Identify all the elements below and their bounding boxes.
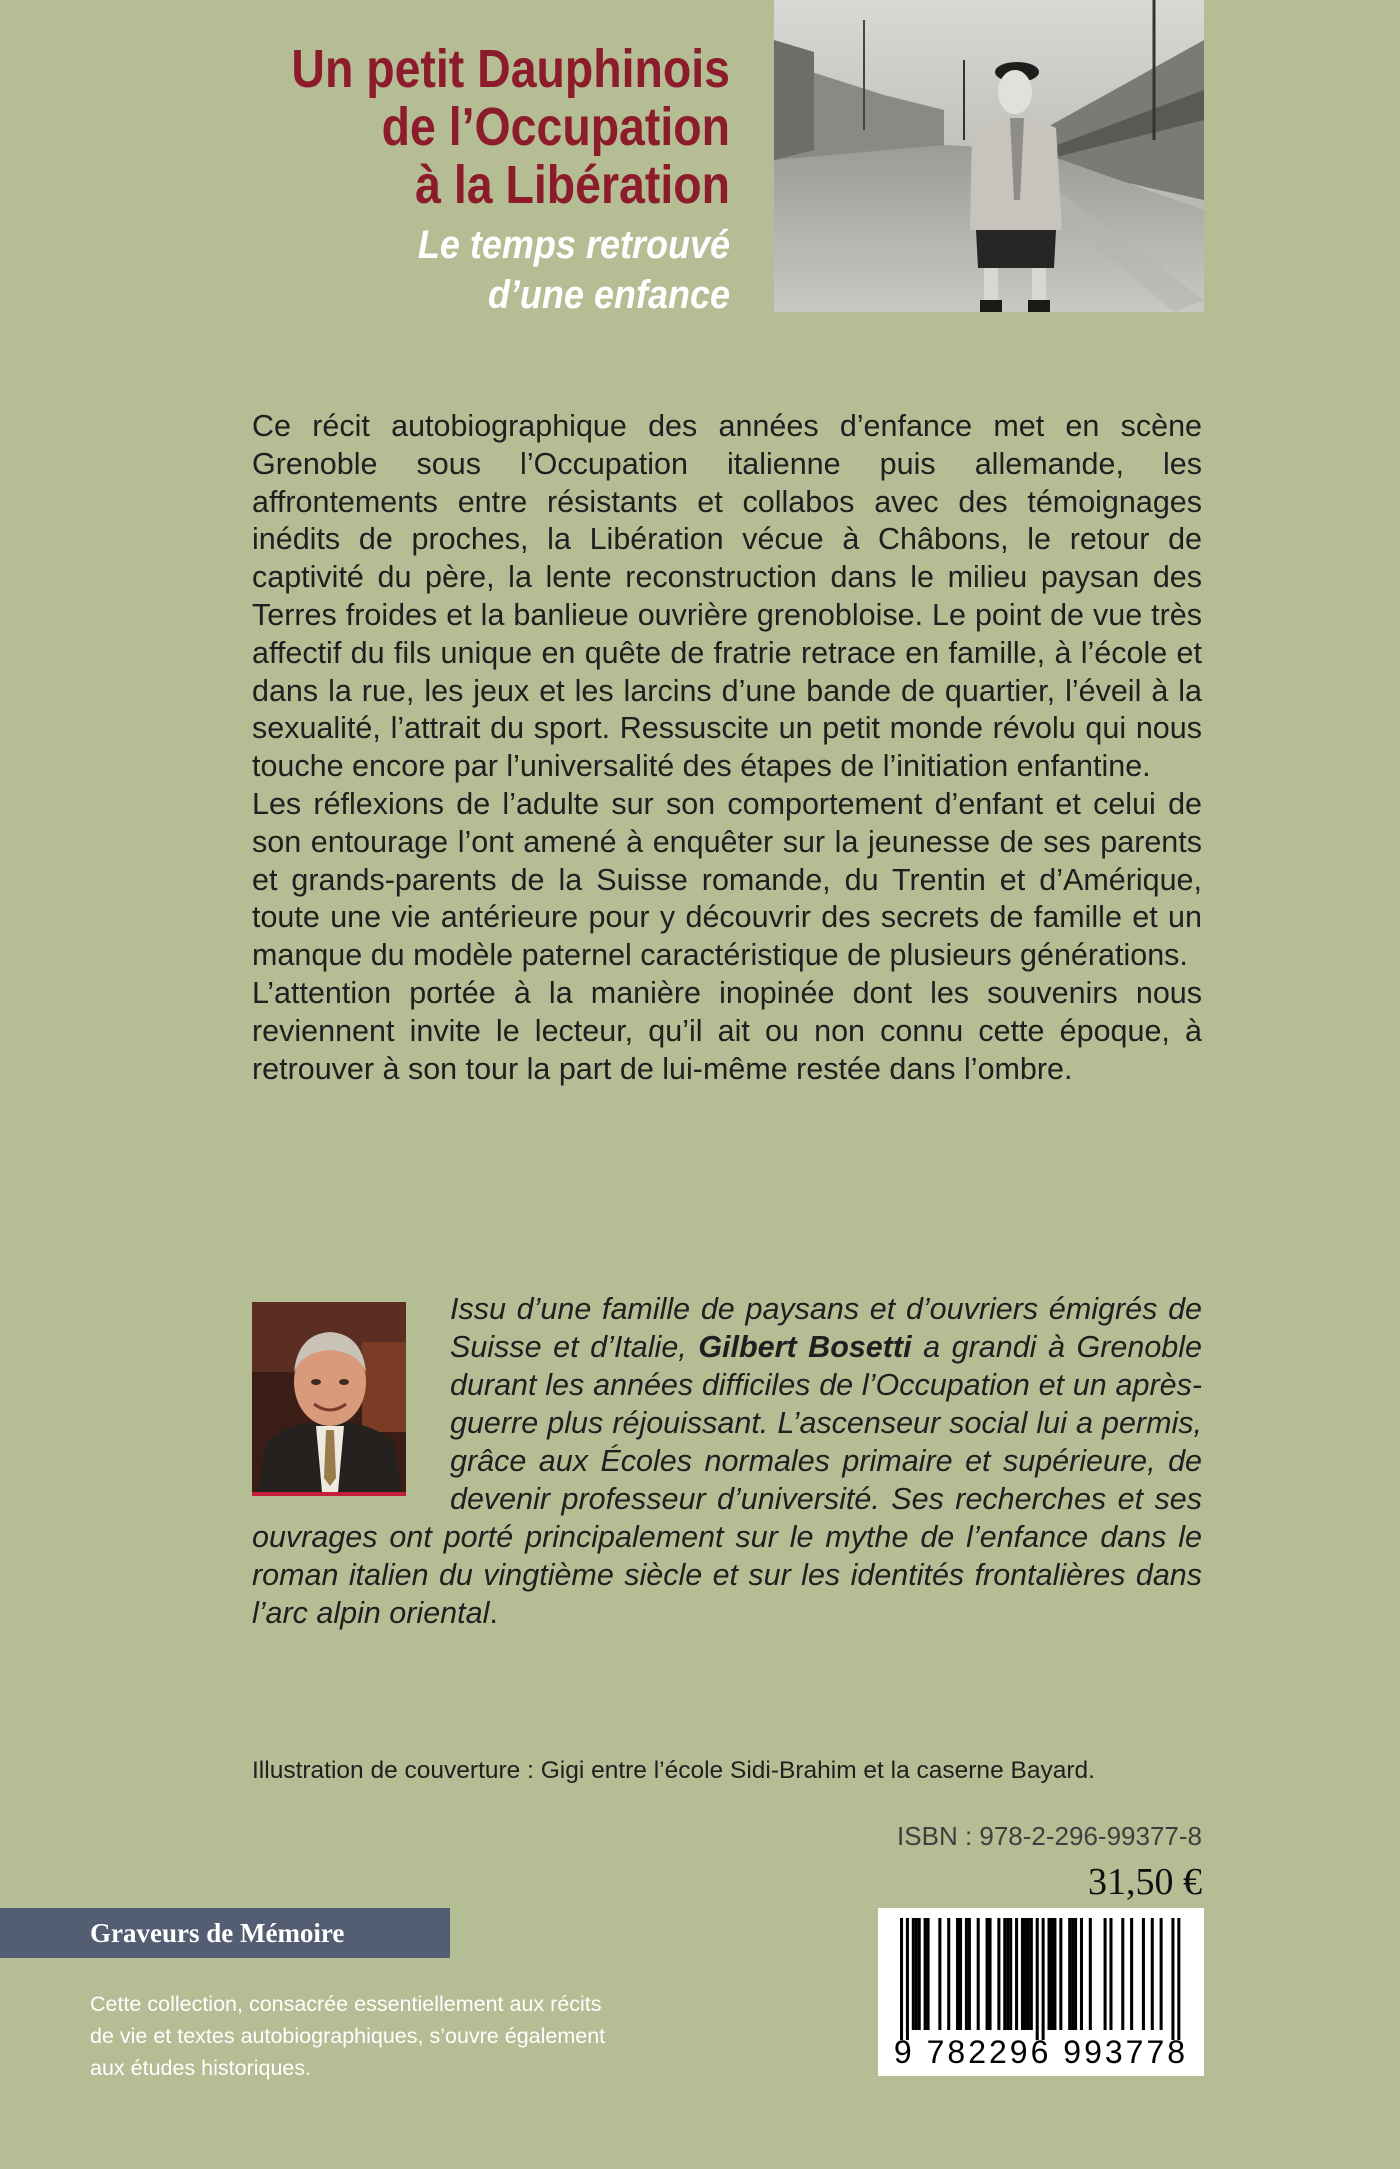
- summary-paragraph-2: Les réflexions de l’adulte sur son comportement d’enfant et celui de son entourage l’ont amené à enquêter sur la jeunesse de ses parents et grands-parents de la Suisse romande, du Trentin et d’Amérique, toute une vie antérieure pour y découvrir des secrets de famille et un manque du modèle paternel caractéristique de plusieurs générations.: [252, 786, 1202, 973]
- collection-description-line-3: aux études historiques.: [90, 2056, 312, 2080]
- collection-description-line-2: de vie et textes autobiographiques, s’ouvre également: [90, 2024, 606, 2048]
- barcode-bar: [1015, 1918, 1018, 2030]
- author-bio: [252, 1290, 1202, 1632]
- barcode-bar: [947, 1918, 950, 2030]
- author-name: Gilbert Bosetti: [698, 1330, 912, 1364]
- barcode-bar: [965, 1918, 968, 2030]
- barcode-bar: [997, 1918, 1000, 2030]
- book-title-line-3: à la Libération: [415, 155, 730, 215]
- barcode-bar: [1151, 1918, 1154, 2030]
- barcode-bar: [1006, 1918, 1009, 2030]
- book-summary: [252, 408, 1202, 1088]
- collection-description-line-1: Cette collection, consacrée essentiellement aux récits: [90, 1992, 602, 2016]
- bio-text-rest: a grandi à Grenoble durant les années difficiles de l’Occupation et un après-guerre plus réjouissant. L’ascenseur social lui a permis, grâce aux Écoles normales primaire et supérieure, de devenir professeur d’université. Ses recherches et ses ouvrages ont porté principalement sur le mythe de l’enfance dans le roman italien du vingtième siècle et sur les identités frontalières dans l’arc alpin oriental: [252, 1330, 1203, 1630]
- barcode-bar: [1003, 1918, 1006, 2030]
- illustration-credit: Illustration de couverture : Gigi entre l’école Sidi-Brahim et la caserne Bayard.: [252, 1757, 1095, 1784]
- barcode-bar: [927, 1918, 930, 2030]
- book-subtitle-line-1: Le temps retrouvé: [417, 223, 730, 267]
- book-title-line-1: Un petit Dauphinois: [291, 39, 730, 99]
- cover-photo-boy-on-street: [774, 0, 1204, 312]
- barcode-bar: [1071, 1918, 1074, 2030]
- barcode-bar: [968, 1918, 971, 2030]
- barcode-bar: [986, 1918, 989, 2030]
- barcode-bar: [977, 1918, 980, 2030]
- collection-description: [90, 1988, 690, 2084]
- barcode: [878, 1908, 1204, 2076]
- barcode-bar: [1130, 1918, 1133, 2030]
- barcode-bar: [1089, 1918, 1092, 2030]
- barcode-bar: [915, 1918, 918, 2030]
- barcode-bar: [1068, 1918, 1071, 2030]
- price: 31,50 €: [1088, 1861, 1202, 1903]
- barcode-bar: [1036, 1918, 1039, 2040]
- barcode-bar: [1050, 1918, 1053, 2030]
- barcode-bar: [938, 1918, 941, 2030]
- book-subtitle-line-2: d’une enfance: [487, 273, 730, 317]
- barcode-bar: [1142, 1918, 1145, 2030]
- barcode-bar: [1171, 1918, 1174, 2040]
- bio-text-end: .: [489, 1596, 498, 1630]
- barcode-bar: [912, 1918, 915, 2030]
- summary-paragraph-3: L’attention portée à la manière inopinée dont les souvenirs nous reviennent invite le lecteur, qu’il ait ou non connu cette époque, à retrouver à son tour la part de lui-même restée dans l’ombre.: [252, 975, 1202, 1086]
- summary-paragraph-1: Ce récit autobiographique des années d’enfance met en scène Grenoble sous l’Occupation italienne puis allemande, les affrontements entre résistants et collabos avec des témoignages inédits de proches, la Libération vécue à Châbons, le retour de captivité du père, la lente reconstruction dans le milieu paysan des Terres froides et la banlieue ouvrière grenobloise. Le point de vue très affectif du fils unique en quête de fratrie retrace en famille, à l’école et dans la rue, les jeux et les larcins d’une bande de quartier, l’éveil à la sexualité, l’attrait du sport. Ressuscite un petit monde révolu qui nous touche encore par l’universalité des étapes de l’initiation enfantine.: [252, 409, 1202, 784]
- barcode-bar: [918, 1918, 921, 2030]
- barcode-bar: [956, 1918, 959, 2030]
- book-title-line-2: de l’Occupation: [381, 97, 730, 157]
- bio-text-start: Issu d’une famille de paysans et d’ouvriers émigrés de Suisse et d’Italie,: [450, 1292, 1202, 1364]
- barcode-digits: 9 782296 993778: [893, 2034, 1189, 2070]
- barcode-bar: [1009, 1918, 1012, 2030]
- barcode-bar: [1074, 1918, 1077, 2030]
- barcode-bar: [1048, 1918, 1051, 2030]
- collection-name: Graveurs de Mémoire: [90, 1918, 345, 1948]
- barcode-bar: [924, 1918, 927, 2030]
- barcode-bar: [1021, 1918, 1024, 2030]
- barcode-bar: [1053, 1918, 1056, 2030]
- barcode-bar: [1160, 1918, 1163, 2030]
- barcode-bar: [959, 1918, 962, 2030]
- barcode-bar: [1177, 1918, 1180, 2040]
- barcode-bar: [1080, 1918, 1083, 2030]
- isbn: ISBN : 978-2-296-99377-8: [897, 1821, 1202, 1851]
- barcode-bar: [900, 1918, 903, 2040]
- bio-photo-spacer: [252, 1290, 450, 1518]
- barcode-bar: [1042, 1918, 1045, 2040]
- barcode-bar: [906, 1918, 909, 2040]
- barcode-bar: [1024, 1918, 1027, 2030]
- collection-band: [0, 1908, 450, 1958]
- barcode-bar: [1059, 1918, 1062, 2030]
- barcode-bar: [1104, 1918, 1107, 2030]
- barcode-bar: [1030, 1918, 1033, 2030]
- barcode-bar: [1027, 1918, 1030, 2030]
- barcode-bar: [1109, 1918, 1112, 2030]
- barcode-bar: [989, 1918, 992, 2030]
- barcode-bar: [1121, 1918, 1124, 2030]
- title-block: [160, 40, 730, 320]
